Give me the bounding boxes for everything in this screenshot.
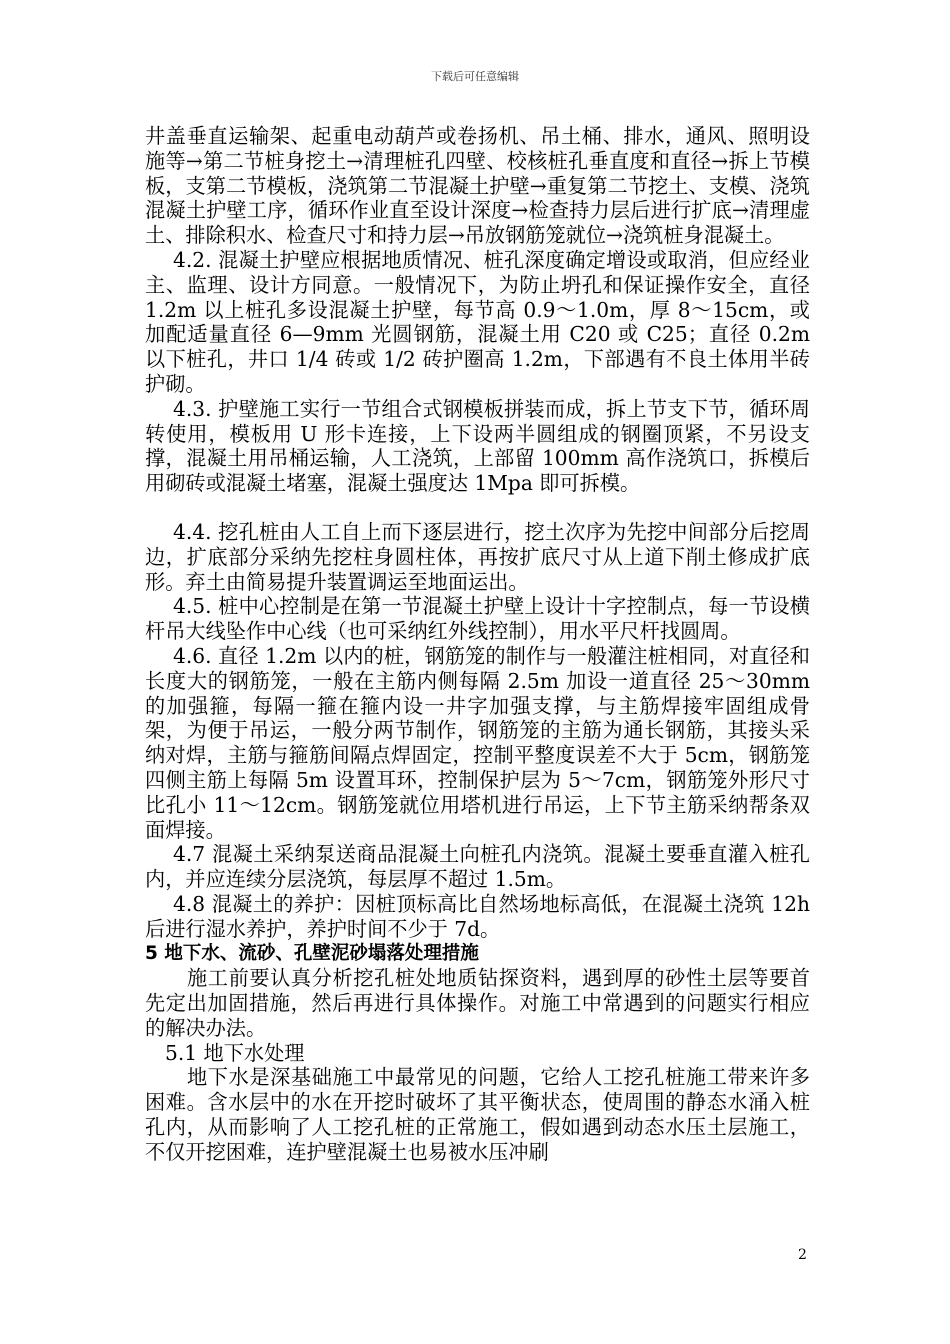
paragraph-continuation: 井盖垂直运输架、起重电动葫芦或卷扬机、吊土桶、排水，通风、照明设施等→第二节桩身挖土→清理桩孔四壁、校核桩孔垂直度和直径→拆上节模板，支第二节模板，浇筑第二节混凝土护壁→重复第二节挖土、支模、浇筑混凝土护壁工序，循环作业直至设计深度→检查持力层后进行扩底→清理虚土、排除积水、检查尺寸和持力层→吊放钢筋笼就位→浇筑桩身混凝土。 bbox=[145, 124, 810, 248]
paragraph-4-7: 4.7 混凝土采纳泵送商品混凝土向桩孔内浇筑。混凝土要垂直灌入桩孔内，并应连续分层浇筑，每层厚不超过 1.5m。 bbox=[145, 842, 810, 892]
subsection-heading-5-1: 5.1 地下水处理 bbox=[165, 1040, 305, 1065]
section-heading-5: 5 地下水、流砂、孔壁泥砂塌落处理措施 bbox=[145, 942, 479, 964]
paragraph-4-4: 4.4. 挖孔桩由人工自上而下逐层进行，挖土次序为先挖中间部分后挖周边，扩底部分采纳先挖柱身圆柱体，再按扩底尺寸从上道下削土修成扩底形。弃土由简易提升装置调运至地面运出。 bbox=[145, 519, 810, 594]
document-body bbox=[145, 124, 810, 1165]
paragraph-4-3: 4.3. 护壁施工实行一节组合式钢模板拼装而成，拆上节支下节，循环周转使用，模板用 U 形卡连接，上下设两半圆组成的钢圈顶紧，不另设支撑，混凝土用吊桶运输，人工浇筑，上部留 100mm 高作浇筑口，拆模后用砌砖或混凝土堵塞，混凝土强度达 1Mpa 即可拆模。 bbox=[145, 396, 810, 496]
paragraph-4-8: 4.8 混凝土的养护：因桩顶标高比自然场地标高低，在混凝土浇筑 12h 后进行湿水养护，养护时间不少于 7d。 bbox=[145, 891, 810, 941]
page-number: 2 bbox=[798, 1247, 807, 1263]
paragraph-4-5: 4.5. 桩中心控制是在第一节混凝土护壁上设计十字控制点，每一节设横杆吊大线坠作中心线（也可采纳红外线控制），用水平尺杆找圆周。 bbox=[145, 594, 810, 644]
paragraph-4-6: 4.6. 直径 1.2m 以内的桩，钢筋笼的制作与一般灌注桩相同，对直径和长度大的钢筋笼，一般在主筋内侧每隔 2.5m 加设一道直径 25～30mm 的加强箍，每隔一箍在箍内设一井字加强支撑，与主筋焊接牢固组成骨架，为便于吊运，一般分两节制作，钢筋笼的主筋为通长钢筋，其接头采纳对焊，主筋与箍筋间隔点焊固定，控制平整度误差不大于 5cm，钢筋笼四侧主筋上每隔 5m 设置耳环，控制保护层为 5～7cm，钢筋笼外形尺寸比孔小 11～12cm。钢筋笼就位用塔机进行吊运，上下节主筋采纳帮条双面焊接。 bbox=[145, 643, 810, 842]
page-header: 下载后可任意编辑 bbox=[431, 70, 519, 83]
paragraph-5-1: 地下水是深基础施工中最常见的问题，它给人工挖孔桩施工带来许多困难。含水层中的水在开挖时破坏了其平衡状态，使周围的静态水涌入桩孔内，从而影响了人工挖孔桩的正常施工，假如遇到动态水压土层施工，不仅开挖困难，连护壁混凝土也易被水压冲刷 bbox=[145, 1065, 810, 1164]
paragraph-5-intro: 施工前要认真分析挖孔桩处地质钻探资料，遇到厚的砂性土层等要首先定出加固措施，然后再进行具体操作。对施工中常遇到的问题实行相应的解决办法。 bbox=[145, 966, 810, 1040]
paragraph-4-2: 4.2. 混凝土护壁应根据地质情况、桩孔深度确定增设或取消，但应经业主、监理、设计方同意。一般情况下，为防止坍孔和保证操作安全，直径 1.2m 以上桩孔多设混凝土护壁，每节高 0.9～1.0m，厚 8～15cm，或加配适量直径 6—9mm 光圆钢筋，混凝土用 C20 或 C25；直径 0.2m 以下桩孔，井口 1/4 砖或 1/2 砖护圈高 1.2m，下部遇有不良土体用半砖护砌。 bbox=[145, 247, 810, 396]
